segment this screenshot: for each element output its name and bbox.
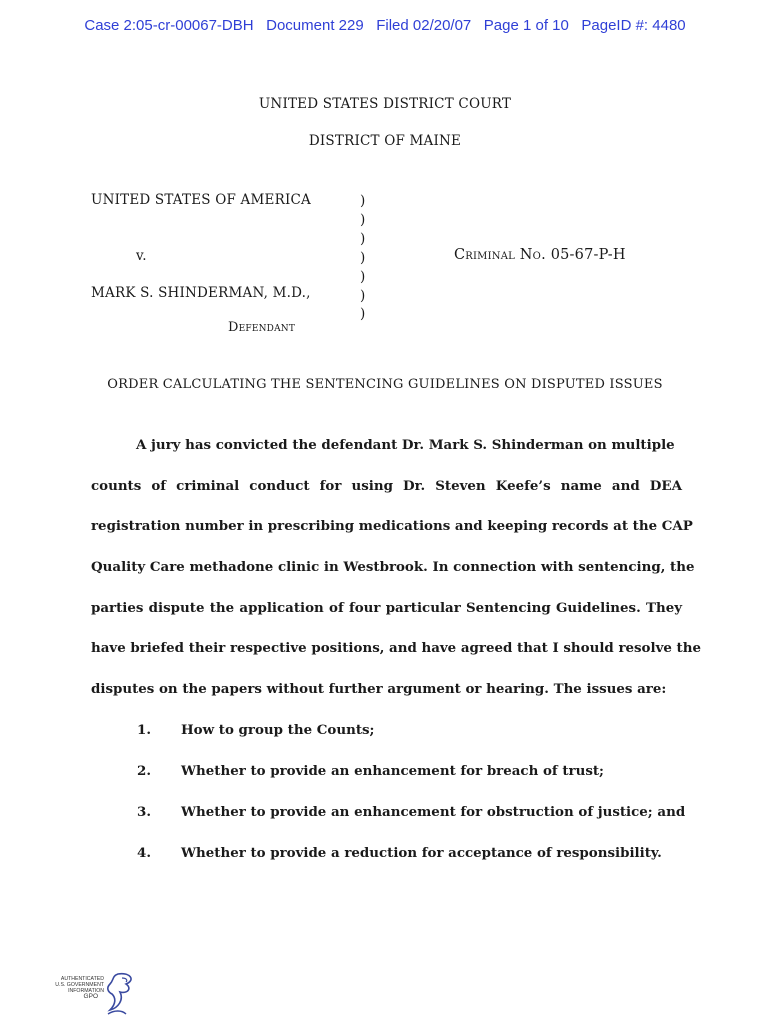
filed-date: Filed 02/20/07 <box>376 17 472 34</box>
caption-paren: ) <box>360 268 366 285</box>
caption-paren: ) <box>360 306 366 323</box>
issue-text: Whether to provide a reduction for acceptance of responsibility. <box>181 845 662 861</box>
defendant-label: Defendant <box>228 320 296 335</box>
defendant-name: MARK S. SHINDERMAN, M.D., <box>91 285 311 301</box>
caption-paren: ) <box>360 230 366 247</box>
caption-parens <box>360 192 365 324</box>
issue-number: 4. <box>137 845 151 861</box>
issue-text: How to group the Counts; <box>181 722 375 738</box>
issue-number: 2. <box>137 763 151 779</box>
seal-mark: GPO <box>83 993 98 1000</box>
body-line-1: A jury has convicted the defendant Dr. Mark S. Shinderman on multiple <box>136 437 675 453</box>
body-line-6: have briefed their respective positions, and have agreed that I should resolve the <box>91 640 701 656</box>
criminal-number: Criminal No. 05-67-P-H <box>454 247 626 263</box>
body-line-2: counts of criminal conduct for using Dr. Steven Keefe’s name and DEA <box>91 478 682 494</box>
seal-line: INFORMATION <box>68 988 104 994</box>
issue-number: 3. <box>137 804 151 820</box>
plaintiff-name: UNITED STATES OF AMERICA <box>91 192 311 208</box>
seal-line: AUTHENTICATED <box>60 976 104 982</box>
case-number: Case 2:05-cr-00067-DBH <box>84 17 254 34</box>
page-id: PageID #: 4480 <box>581 17 686 34</box>
seal-line: U.S. GOVERNMENT <box>55 982 104 988</box>
caption-paren: ) <box>360 287 366 304</box>
page-count: Page 1 of 10 <box>483 17 569 34</box>
order-title: ORDER CALCULATING THE SENTENCING GUIDELINES ON DISPUTED ISSUES <box>107 377 663 392</box>
document-number: Document 229 <box>266 17 364 34</box>
caption-paren: ) <box>360 249 366 266</box>
body-line-3: registration number in prescribing medications and keeping records at the CAP <box>91 518 693 534</box>
caption-paren: ) <box>360 193 366 209</box>
body-line-4: Quality Care methadone clinic in Westbrook. In connection with sentencing, the <box>91 559 695 575</box>
body-line-7: disputes on the papers without further argument or hearing. The issues are: <box>91 681 667 697</box>
seal-text <box>44 976 104 1000</box>
caption-paren: ) <box>360 211 366 228</box>
body-line-5: parties dispute the application of four particular Sentencing Guidelines. They <box>91 600 682 616</box>
court-name: UNITED STATES DISTRICT COURT <box>258 96 512 112</box>
gpo-authentication-seal <box>44 970 134 1020</box>
issue-number: 1. <box>137 722 151 738</box>
issue-text: Whether to provide an enhancement for obstruction of justice; and <box>181 804 686 820</box>
versus: v. <box>136 248 147 264</box>
ecf-header <box>0 17 770 34</box>
gpo-eagle-icon <box>96 970 136 1020</box>
court-district: DISTRICT OF MAINE <box>308 133 462 149</box>
issue-text: Whether to provide an enhancement for breach of trust; <box>181 763 604 779</box>
